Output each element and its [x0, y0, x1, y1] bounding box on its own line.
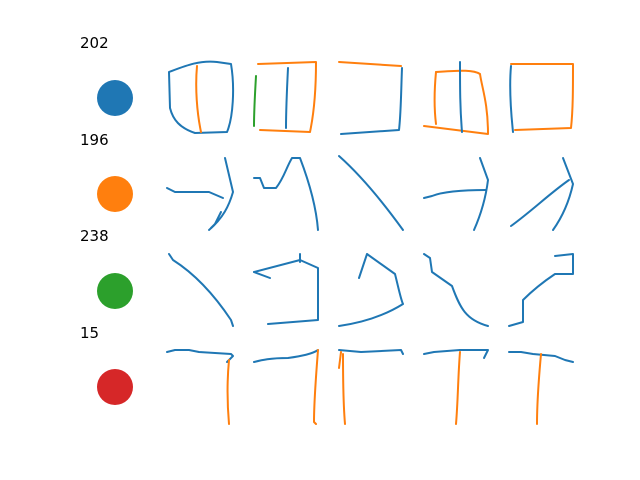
stroke	[511, 64, 573, 130]
drawing-square-3	[337, 58, 407, 138]
drawing-angle-1	[165, 250, 235, 330]
stroke	[254, 272, 270, 278]
color-swatch-red	[97, 369, 133, 405]
stroke	[254, 260, 318, 324]
stroke	[196, 66, 201, 132]
drawing-curve-4	[422, 154, 492, 234]
row-label-238: 238	[80, 227, 109, 245]
stroke	[456, 352, 460, 424]
stroke	[424, 254, 488, 326]
stroke	[314, 350, 318, 424]
stroke	[424, 350, 488, 358]
stroke	[339, 254, 403, 326]
color-swatch-green	[97, 273, 133, 309]
stroke	[510, 66, 513, 132]
drawing-angle-5	[507, 250, 577, 330]
drawing-square-2	[252, 58, 322, 138]
stroke	[167, 350, 233, 362]
stroke	[167, 188, 223, 198]
stroke	[254, 158, 318, 230]
drawing-curve-3	[337, 154, 407, 234]
row-label-202: 202	[80, 34, 109, 52]
stroke	[339, 350, 403, 354]
drawing-angle-4	[422, 250, 492, 330]
row-label-15: 15	[80, 324, 100, 342]
drawing-curve-5	[507, 154, 577, 234]
drawing-angle-2	[252, 250, 322, 330]
drawing-curve-2	[252, 154, 322, 234]
stroke	[424, 71, 488, 134]
stroke	[169, 62, 233, 133]
stroke	[435, 72, 437, 124]
drawing-square-1	[165, 58, 235, 138]
stroke	[286, 68, 288, 128]
stroke	[254, 350, 318, 362]
stroke	[339, 62, 401, 66]
stroke	[537, 354, 541, 424]
stroke	[339, 352, 341, 368]
drawing-t-4	[422, 346, 492, 426]
stroke	[228, 360, 230, 424]
stroke	[339, 156, 403, 230]
drawing-t-1	[165, 346, 235, 426]
drawing-t-2	[252, 346, 322, 426]
drawing-curve-1	[165, 154, 235, 234]
stroke	[509, 254, 573, 326]
row-label-196: 196	[80, 131, 109, 149]
drawing-square-5	[507, 58, 577, 138]
drawing-angle-3	[337, 250, 407, 330]
stroke	[254, 76, 256, 126]
drawing-t-3	[337, 346, 407, 426]
stroke	[343, 354, 345, 424]
stroke	[341, 68, 402, 134]
stroke	[169, 254, 233, 326]
stroke	[474, 158, 488, 230]
stroke	[424, 190, 486, 198]
color-swatch-blue	[97, 80, 133, 116]
drawing-square-4	[422, 58, 492, 138]
stroke	[460, 62, 462, 132]
drawing-t-5	[507, 346, 577, 426]
color-swatch-orange	[97, 176, 133, 212]
stroke	[553, 158, 573, 230]
